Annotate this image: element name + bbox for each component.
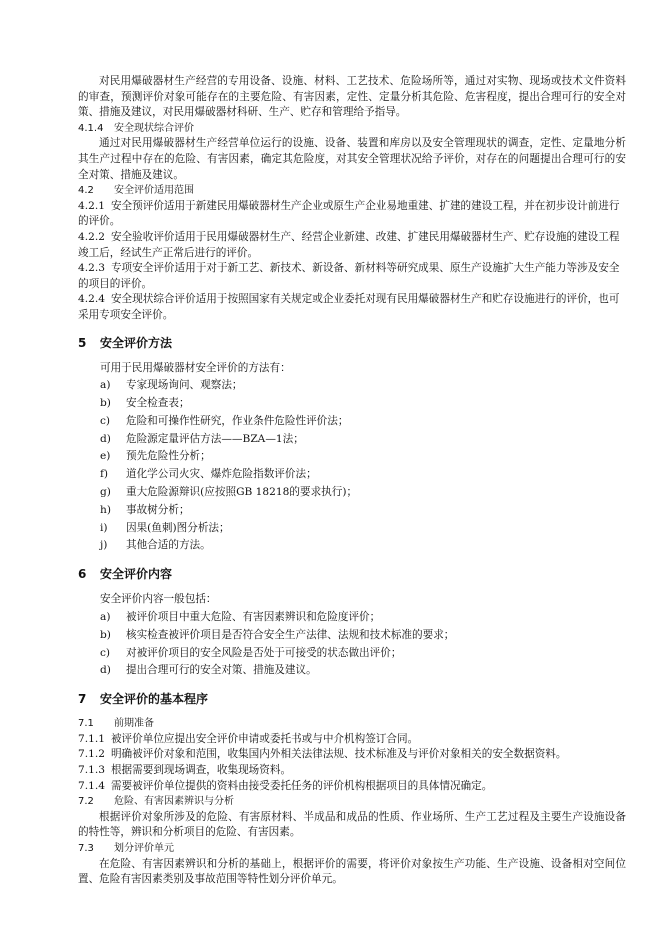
clause-4-2-3 xyxy=(78,261,626,292)
list-marker: h) xyxy=(100,503,111,516)
clause-number: 4.2.1 xyxy=(78,199,105,212)
clause-number: 7.1 xyxy=(78,718,94,730)
clause-title: 安全评价适用范围 xyxy=(114,185,194,197)
list-intro: 可用于民用爆破器材安全评价的方法有： xyxy=(100,361,291,374)
list-item xyxy=(100,520,626,538)
clause-number: 4.1.4 xyxy=(78,122,104,134)
clause-number: 4.2.3 xyxy=(78,262,105,275)
clause-number: 7.1.3 xyxy=(78,764,105,777)
list-item xyxy=(100,662,626,680)
list-marker: a) xyxy=(100,611,111,624)
list-text: 预先危险性分析； xyxy=(126,450,211,463)
paragraph: 通过对民用爆破器材生产经营单位运行的设施、设备、装置和库房以及安全管理现状的调查，定性、定量地分析其生产过程中存在的危险、有害因素，确定其危险度，对其安全管理状况给予评价，对存在的问题提出合理可行的安全对策、措施及建议。 xyxy=(78,137,626,181)
list-item xyxy=(100,609,626,627)
clause-7-1-3 xyxy=(78,763,626,779)
list-marker: b) xyxy=(100,397,111,410)
clause-number: 4.2.2 xyxy=(78,230,105,243)
clause-heading-4-2 xyxy=(78,183,626,199)
list-marker: f) xyxy=(100,468,109,481)
clause-heading-4-1-4 xyxy=(78,121,626,137)
clause-title: 前期准备 xyxy=(114,718,154,730)
clause-4-2-2 xyxy=(78,230,626,261)
list-text: 其他合适的方法。 xyxy=(126,539,211,552)
list-text: 对被评价项目的安全风险是否处于可接受的状态做出评价； xyxy=(126,646,402,659)
clause-7-1-4 xyxy=(78,779,626,795)
list-item xyxy=(100,377,626,395)
section-number: 7 xyxy=(78,692,87,707)
list-marker: g) xyxy=(100,486,111,499)
list-marker: d) xyxy=(100,432,111,445)
list-text: 因果(鱼刺)图分析法； xyxy=(126,521,230,534)
list-text: 道化学公司火灾、爆炸危险指数评价法； xyxy=(126,468,317,481)
list-item xyxy=(100,484,626,502)
clause-number: 4.2 xyxy=(78,185,94,197)
clause-heading-7-2 xyxy=(78,794,626,810)
clause-title: 安全现状综合评价 xyxy=(114,122,194,134)
clause-title: 危险、有害因素辨识与分析 xyxy=(114,796,234,808)
list-text: 核实检查被评价项目是否符合安全生产法律、法规和技术标准的要求； xyxy=(126,628,455,641)
section-title: 安全评价方法 xyxy=(100,335,173,350)
clause-number: 7.1.4 xyxy=(78,779,105,792)
clause-text: 安全验收评价适用于民用爆破器材生产、经营企业新建、改建、扩建民用爆破器材生产、贮存设施的建设工程竣工后，经试生产正常后进行的评价。 xyxy=(78,230,620,259)
list-item xyxy=(100,448,626,466)
list-marker: c) xyxy=(100,646,111,659)
list-item xyxy=(100,413,626,431)
list-marker: a) xyxy=(100,379,111,392)
section-title: 安全评价内容 xyxy=(100,567,173,582)
list-item xyxy=(100,431,626,449)
list-marker: e) xyxy=(100,450,111,463)
clause-heading-7-1 xyxy=(78,716,626,732)
content-list xyxy=(78,609,626,680)
list-marker: i) xyxy=(100,521,108,534)
list-text: 安全检查表； xyxy=(126,397,190,410)
clause-text: 安全预评价适用于新建民用爆破器材生产企业或原生产企业易地重建、扩建的建设工程，并在初步设计前进行的评价。 xyxy=(78,199,620,228)
clause-title: 划分评价单元 xyxy=(114,843,174,854)
clause-number: 4.2.4 xyxy=(78,293,105,306)
section-heading-6 xyxy=(78,565,626,582)
clause-heading-7-3 xyxy=(78,841,626,857)
list-text: 危险和可操作性研究，作业条件危险性评价法； xyxy=(126,414,349,427)
clause-text: 需要被评价单位提供的资料由接受委托任务的评价机构根据项目的具体情况确定。 xyxy=(110,779,493,792)
list-intro: 安全评价内容一般包括： xyxy=(100,593,217,606)
list-marker: j) xyxy=(100,539,108,552)
clause-text: 被评价单位应提出安全评价申请或委托书或与中介机构签订合同。 xyxy=(110,732,419,745)
paragraph: 对民用爆破器材生产经营的专用设备、设施、材料、工艺技术、危险场所等，通过对实物、现场或技术文件资料的审查，预测评价对象可能存在的主要危险、有害因素，定性、定量分析其危险、危害程度，提出合理可行的安全对策、措施及建议，对民用爆破器材科研、生产、贮存和管理给予指导。 xyxy=(78,75,626,119)
list-item xyxy=(100,395,626,413)
list-marker: d) xyxy=(100,664,111,677)
methods-list xyxy=(78,377,626,555)
clause-4-2-1 xyxy=(78,199,626,230)
list-item xyxy=(100,537,626,555)
paragraph: 在危险、有害因素辨识和分析的基础上，根据评价的需要，将评价对象按生产功能、生产设施、设备相对空间位置、危险有害因素类别及事故范围等特性划分评价单元。 xyxy=(78,857,626,886)
paragraph: 根据评价对象所涉及的危险、有害原材料、半成品和成品的性质、作业场所、生产工艺过程及主要生产设施设备的特性等，辨识和分析项目的危险、有害因素。 xyxy=(78,810,626,839)
list-text: 提出合理可行的安全对策、措施及建议。 xyxy=(126,664,317,677)
clause-number: 7.2 xyxy=(78,796,94,808)
list-text: 专家现场询问、观察法； xyxy=(126,379,243,392)
clause-text: 根据需要到现场调查，收集现场资料。 xyxy=(110,764,292,777)
clause-text: 明确被评价对象和范围，收集国内外相关法律法规、技术标准及与评价对象相关的安全数据资料。 xyxy=(110,748,567,761)
list-text: 事故树分析； xyxy=(126,503,190,516)
section-heading-7 xyxy=(78,690,626,707)
section-number: 5 xyxy=(78,335,87,350)
clause-7-1-2 xyxy=(78,747,626,763)
section-heading-5 xyxy=(78,334,626,351)
section-number: 6 xyxy=(78,567,87,582)
list-text: 危险源定量评估方法——BZA—1法； xyxy=(126,432,304,445)
list-text: 被评价项目中重大危险、有害因素辨识和危险度评价； xyxy=(126,611,381,624)
section-title: 安全评价的基本程序 xyxy=(100,692,209,707)
document-page xyxy=(78,74,626,888)
clause-number: 7.3 xyxy=(78,843,94,854)
clause-4-2-4 xyxy=(78,292,626,323)
list-text: 重大危险源辩识(应按照GB 18218的要求执行)； xyxy=(126,486,358,499)
clause-text: 专项安全评价适用于对于新工艺、新技术、新设备、新材料等研究成果、原生产设施扩大生产能力等涉及安全的项目的评价。 xyxy=(78,262,620,290)
list-marker: b) xyxy=(100,628,111,641)
clause-number: 7.1.1 xyxy=(78,732,105,745)
clause-7-1-1 xyxy=(78,732,626,748)
clause-number: 7.1.2 xyxy=(78,748,105,761)
clause-text: 安全现状综合评价适用于按照国家有关规定或企业委托对现有民用爆破器材生产和贮存设施进行的评价，也可采用专项安全评价。 xyxy=(78,293,620,321)
list-item xyxy=(100,502,626,520)
list-item xyxy=(100,627,626,645)
list-marker: c) xyxy=(100,414,111,427)
list-item xyxy=(100,466,626,484)
list-item xyxy=(100,645,626,663)
